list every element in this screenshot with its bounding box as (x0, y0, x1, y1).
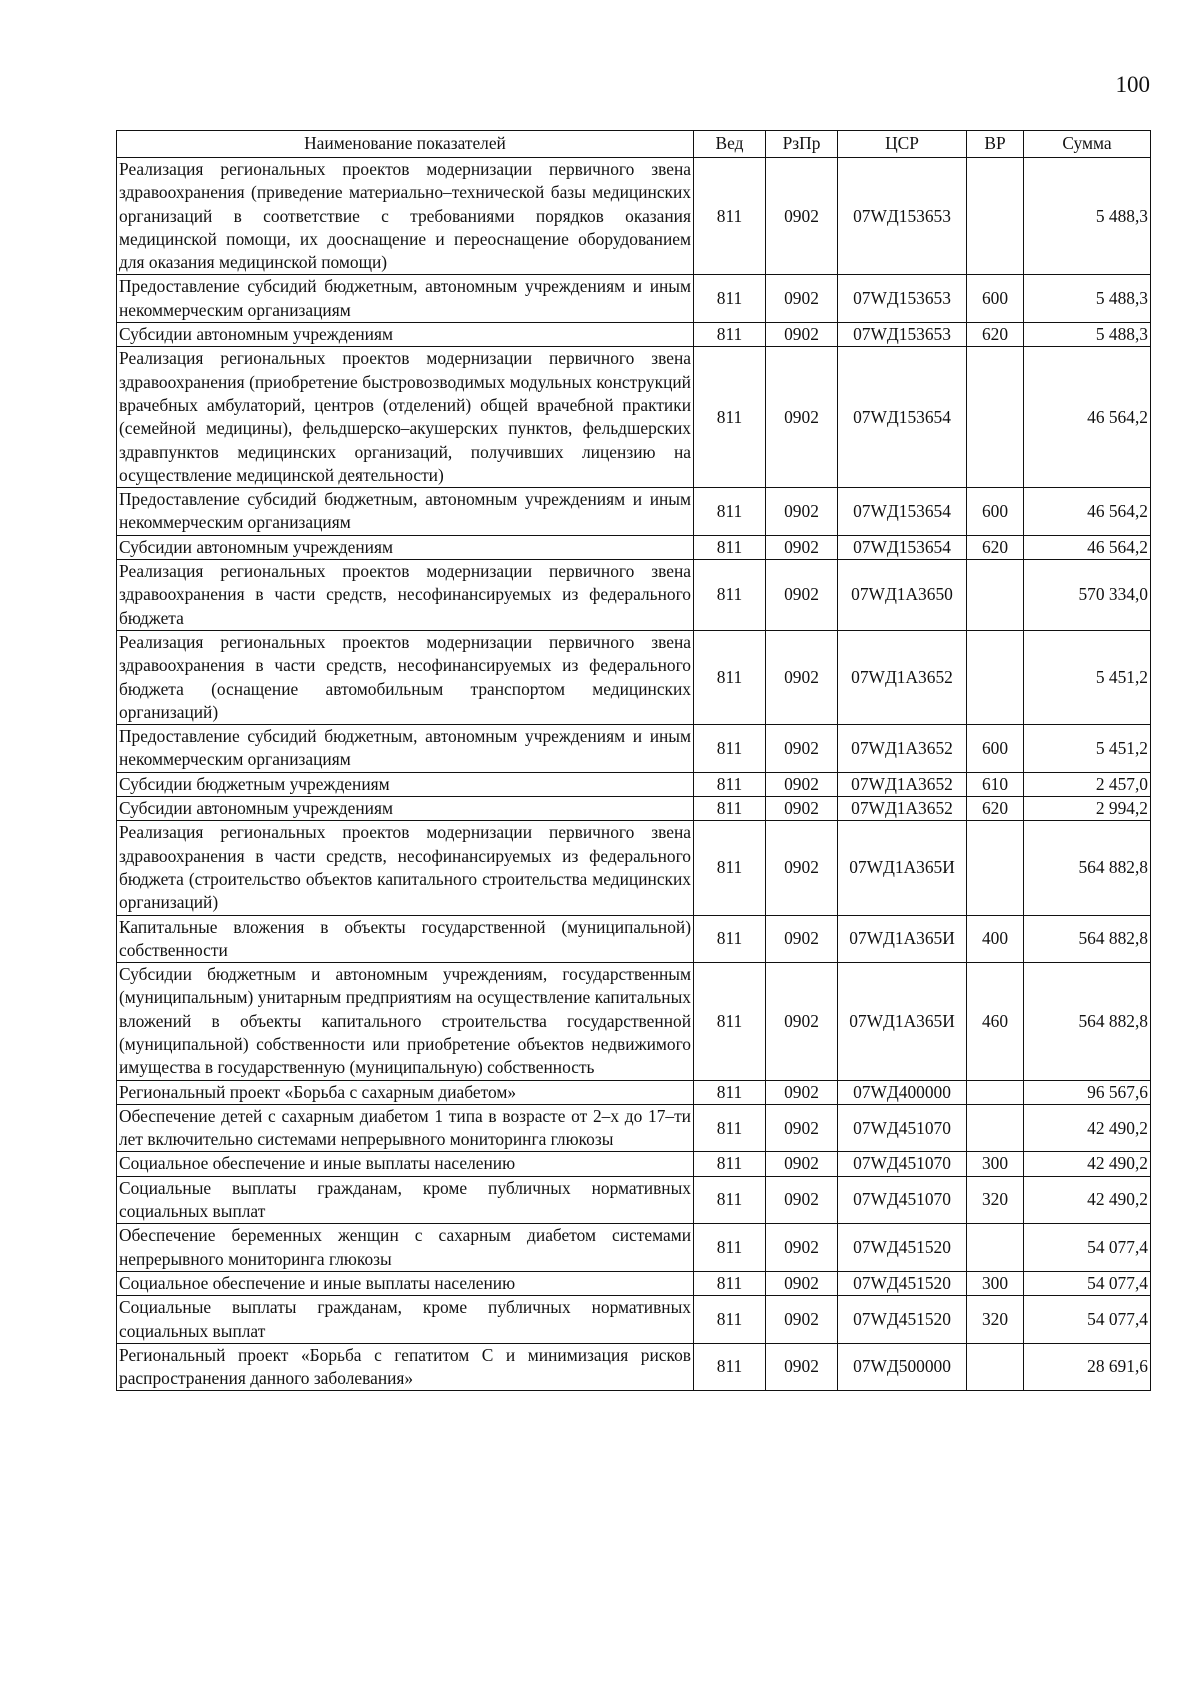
row-ved: 811 (694, 347, 766, 488)
table-row (117, 1104, 1151, 1152)
row-csr: 07WД153653 (838, 323, 967, 347)
row-csr: 07WД451520 (838, 1224, 967, 1272)
row-rzpr: 0902 (766, 1080, 838, 1104)
row-rzpr: 0902 (766, 963, 838, 1080)
row-csr: 07WД451070 (838, 1152, 967, 1176)
row-ved: 811 (694, 1296, 766, 1344)
row-csr: 07WД153654 (838, 535, 967, 559)
row-csr: 07WД153653 (838, 275, 967, 323)
row-name: Предоставление субсидий бюджетным, автономным учреждениям и иным некоммерческим организациям (117, 488, 694, 536)
row-rzpr: 0902 (766, 488, 838, 536)
row-ved: 811 (694, 915, 766, 963)
row-sum: 5 488,3 (1024, 323, 1151, 347)
row-vr: 620 (967, 323, 1024, 347)
header-csr: ЦСР (838, 131, 967, 158)
row-rzpr: 0902 (766, 275, 838, 323)
row-sum: 42 490,2 (1024, 1176, 1151, 1224)
row-name: Предоставление субсидий бюджетным, автономным учреждениям и иным некоммерческим организациям (117, 725, 694, 773)
row-vr (967, 1080, 1024, 1104)
row-name: Обеспечение беременных женщин с сахарным диабетом системами непрерывного мониторинга глюкозы (117, 1224, 694, 1272)
row-vr: 300 (967, 1271, 1024, 1295)
row-name: Реализация региональных проектов модернизации первичного звена здравоохранения в части средств, несофинансируемых из федерального бюджета (строительство объектов капитального строительства медицинских организаций) (117, 821, 694, 915)
row-name: Социальные выплаты гражданам, кроме публичных нормативных социальных выплат (117, 1176, 694, 1224)
row-sum: 5 488,3 (1024, 158, 1151, 275)
table-row (117, 1224, 1151, 1272)
row-ved: 811 (694, 772, 766, 796)
row-rzpr: 0902 (766, 797, 838, 821)
budget-table (116, 130, 1151, 1391)
row-csr: 07WД153654 (838, 347, 967, 488)
row-ved: 811 (694, 323, 766, 347)
table-row (117, 1080, 1151, 1104)
row-ved: 811 (694, 1343, 766, 1391)
row-name: Социальное обеспечение и иные выплаты населению (117, 1271, 694, 1295)
row-vr: 610 (967, 772, 1024, 796)
row-csr: 07WД451070 (838, 1176, 967, 1224)
row-rzpr: 0902 (766, 1152, 838, 1176)
row-sum: 46 564,2 (1024, 347, 1151, 488)
row-sum: 42 490,2 (1024, 1104, 1151, 1152)
row-name: Субсидии бюджетным и автономным учреждениям, государственным (муниципальным) унитарным предприятиям на осуществление капитальных вложений в объекты капитального строительства государственной (муниципальной) собственности или приобретение объектов недвижимого имущества в государственную (муниципальную) собственность (117, 963, 694, 1080)
row-rzpr: 0902 (766, 821, 838, 915)
row-csr: 07WД1А3652 (838, 797, 967, 821)
row-ved: 811 (694, 1271, 766, 1295)
header-ved: Вед (694, 131, 766, 158)
row-vr (967, 1104, 1024, 1152)
table-row (117, 560, 1151, 631)
table-header-row (117, 131, 1151, 158)
page-number: 100 (1115, 72, 1150, 97)
row-ved: 811 (694, 797, 766, 821)
row-vr (967, 1224, 1024, 1272)
row-vr: 600 (967, 488, 1024, 536)
row-csr: 07WД1А365И (838, 821, 967, 915)
row-vr: 600 (967, 725, 1024, 773)
row-rzpr: 0902 (766, 1296, 838, 1344)
table-row (117, 963, 1151, 1080)
row-vr: 320 (967, 1176, 1024, 1224)
table-row (117, 347, 1151, 488)
row-ved: 811 (694, 963, 766, 1080)
row-name: Субсидии автономным учреждениям (117, 323, 694, 347)
row-vr (967, 1343, 1024, 1391)
row-sum: 564 882,8 (1024, 963, 1151, 1080)
table-body (117, 158, 1151, 1391)
row-vr (967, 347, 1024, 488)
row-csr: 07WД451520 (838, 1271, 967, 1295)
row-name: Предоставление субсидий бюджетным, автономным учреждениям и иным некоммерческим организациям (117, 275, 694, 323)
row-vr: 460 (967, 963, 1024, 1080)
table-row (117, 772, 1151, 796)
row-rzpr: 0902 (766, 772, 838, 796)
row-ved: 811 (694, 158, 766, 275)
row-csr: 07WД1А3652 (838, 772, 967, 796)
table-row (117, 725, 1151, 773)
row-csr: 07WД451070 (838, 1104, 967, 1152)
row-rzpr: 0902 (766, 158, 838, 275)
row-name: Обеспечение детей с сахарным диабетом 1 типа в возрасте от 2–х до 17–ти лет включительно системами непрерывного мониторинга глюкозы (117, 1104, 694, 1152)
row-rzpr: 0902 (766, 1271, 838, 1295)
row-ved: 811 (694, 630, 766, 724)
row-ved: 811 (694, 821, 766, 915)
row-rzpr: 0902 (766, 1176, 838, 1224)
row-rzpr: 0902 (766, 1224, 838, 1272)
row-rzpr: 0902 (766, 560, 838, 631)
row-name: Субсидии бюджетным учреждениям (117, 772, 694, 796)
row-ved: 811 (694, 488, 766, 536)
table-row (117, 158, 1151, 275)
row-ved: 811 (694, 535, 766, 559)
row-sum: 54 077,4 (1024, 1296, 1151, 1344)
row-rzpr: 0902 (766, 347, 838, 488)
row-vr (967, 560, 1024, 631)
table-row (117, 630, 1151, 724)
row-name: Субсидии автономным учреждениям (117, 797, 694, 821)
row-sum: 5 451,2 (1024, 630, 1151, 724)
table-row (117, 275, 1151, 323)
table-row (117, 488, 1151, 536)
table-row (117, 797, 1151, 821)
row-ved: 811 (694, 560, 766, 631)
row-ved: 811 (694, 275, 766, 323)
row-ved: 811 (694, 1080, 766, 1104)
row-name: Социальное обеспечение и иные выплаты населению (117, 1152, 694, 1176)
row-sum: 42 490,2 (1024, 1152, 1151, 1176)
row-rzpr: 0902 (766, 1104, 838, 1152)
row-sum: 96 567,6 (1024, 1080, 1151, 1104)
row-ved: 811 (694, 1104, 766, 1152)
row-csr: 07WД1А3652 (838, 725, 967, 773)
table-row (117, 1152, 1151, 1176)
row-rzpr: 0902 (766, 725, 838, 773)
row-ved: 811 (694, 725, 766, 773)
row-sum: 28 691,6 (1024, 1343, 1151, 1391)
row-vr (967, 630, 1024, 724)
row-csr: 07WД153653 (838, 158, 967, 275)
table-row (117, 535, 1151, 559)
row-rzpr: 0902 (766, 323, 838, 347)
row-csr: 07WД1А3650 (838, 560, 967, 631)
row-ved: 811 (694, 1152, 766, 1176)
row-csr: 07WД1А365И (838, 915, 967, 963)
row-sum: 5 451,2 (1024, 725, 1151, 773)
row-csr: 07WД153654 (838, 488, 967, 536)
row-sum: 54 077,4 (1024, 1224, 1151, 1272)
row-vr: 300 (967, 1152, 1024, 1176)
row-rzpr: 0902 (766, 1343, 838, 1391)
row-vr: 620 (967, 535, 1024, 559)
row-name: Социальные выплаты гражданам, кроме публичных нормативных социальных выплат (117, 1296, 694, 1344)
table-row (117, 323, 1151, 347)
table-row (117, 1296, 1151, 1344)
table-row (117, 1271, 1151, 1295)
row-sum: 5 488,3 (1024, 275, 1151, 323)
table-row (117, 821, 1151, 915)
table-row (117, 1343, 1151, 1391)
row-rzpr: 0902 (766, 915, 838, 963)
row-sum: 570 334,0 (1024, 560, 1151, 631)
row-name: Капитальные вложения в объекты государственной (муниципальной) собственности (117, 915, 694, 963)
row-name: Реализация региональных проектов модернизации первичного звена здравоохранения (приведение материально–технической базы медицинских организаций в соответствие с требованиями порядков оказания медицинской помощи, их дооснащение и переоснащение оборудованием для оказания медицинской помощи) (117, 158, 694, 275)
row-name: Региональный проект «Борьба с сахарным диабетом» (117, 1080, 694, 1104)
row-sum: 54 077,4 (1024, 1271, 1151, 1295)
row-vr: 620 (967, 797, 1024, 821)
row-vr (967, 821, 1024, 915)
row-name: Реализация региональных проектов модернизации первичного звена здравоохранения в части средств, несофинансируемых из федерального бюджета (117, 560, 694, 631)
row-ved: 811 (694, 1176, 766, 1224)
row-csr: 07WД451520 (838, 1296, 967, 1344)
row-sum: 564 882,8 (1024, 915, 1151, 963)
row-name: Реализация региональных проектов модернизации первичного звена здравоохранения (приобретение быстровозводимых модульных конструкций врачебных амбулаторий, центров (отделений) общей врачебной практики (семейной медицины), фельдшерско–акушерских пунктов, фельдшерских здравпунктов медицинских организаций, получивших лицензию на осуществление медицинской деятельности) (117, 347, 694, 488)
row-sum: 46 564,2 (1024, 535, 1151, 559)
header-name: Наименование показателей (117, 131, 694, 158)
row-vr: 600 (967, 275, 1024, 323)
row-vr: 320 (967, 1296, 1024, 1344)
header-sum: Сумма (1024, 131, 1151, 158)
row-rzpr: 0902 (766, 630, 838, 724)
table-row (117, 1176, 1151, 1224)
row-sum: 46 564,2 (1024, 488, 1151, 536)
row-csr: 07WД1А3652 (838, 630, 967, 724)
header-vr: ВР (967, 131, 1024, 158)
row-sum: 564 882,8 (1024, 821, 1151, 915)
table-row (117, 915, 1151, 963)
row-vr: 400 (967, 915, 1024, 963)
row-csr: 07WД400000 (838, 1080, 967, 1104)
row-csr: 07WД1А365И (838, 963, 967, 1080)
row-vr (967, 158, 1024, 275)
row-sum: 2 994,2 (1024, 797, 1151, 821)
row-rzpr: 0902 (766, 535, 838, 559)
row-name: Реализация региональных проектов модернизации первичного звена здравоохранения в части средств, несофинансируемых из федерального бюджета (оснащение автомобильным транспортом медицинских организаций) (117, 630, 694, 724)
row-name: Субсидии автономным учреждениям (117, 535, 694, 559)
row-sum: 2 457,0 (1024, 772, 1151, 796)
header-rzpr: РзПр (766, 131, 838, 158)
row-name: Региональный проект «Борьба с гепатитом С и минимизация рисков распространения данного заболевания» (117, 1343, 694, 1391)
row-ved: 811 (694, 1224, 766, 1272)
row-csr: 07WД500000 (838, 1343, 967, 1391)
